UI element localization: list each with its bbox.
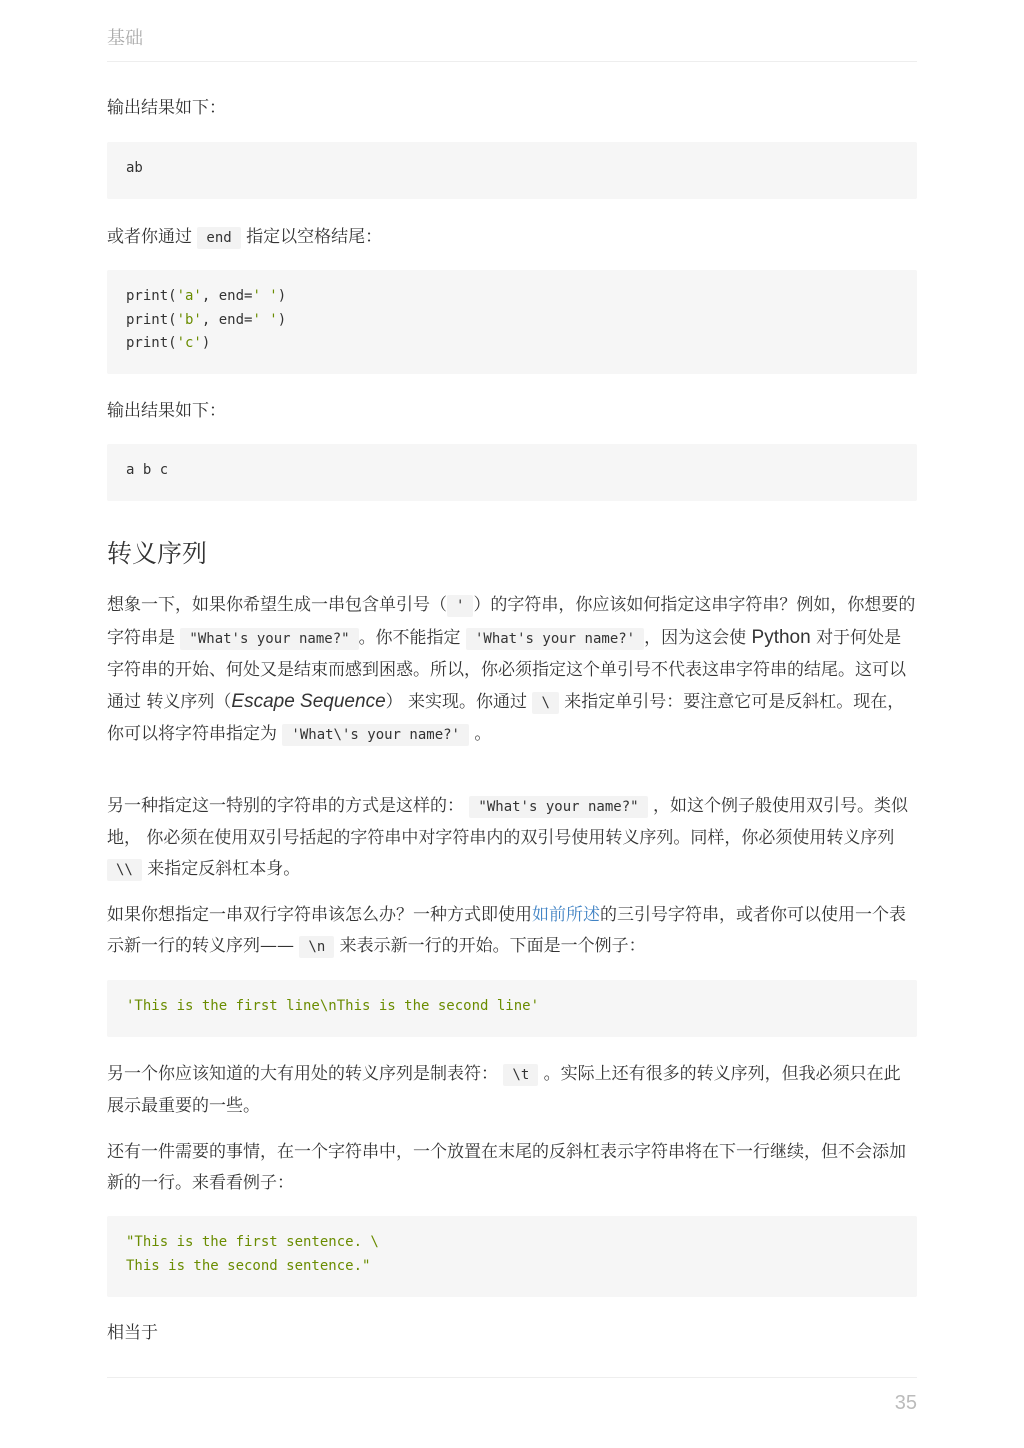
page-footer <box>107 1377 917 1448</box>
code-line: print('a', end=' ') <box>126 288 287 304</box>
inline-code: \ <box>532 692 558 714</box>
end-paragraph <box>107 222 917 254</box>
inline-code: ' <box>447 595 473 617</box>
equivalent-paragraph: 相当于 <box>107 1323 158 1343</box>
code-line: This is the second sentence." <box>126 1257 371 1274</box>
page-number: 35 <box>894 1392 917 1414</box>
page-header <box>107 0 917 62</box>
code-line: print('c') <box>126 335 211 351</box>
inline-code: \t <box>503 1064 538 1086</box>
escape-paragraph-2: 另一种指定这一特别的字符串的方式是这样的： "What's your name?" ，如这个例子般使用双引号。类似地， 你必须在使用双引号括起的字符串中对字符串内的双引号使用转义序列。同样，你必须使用转义序列 \\ 来指定反斜杠本身。 <box>107 796 908 879</box>
escape-paragraph-4: 另一个你应该知道的大有用处的转义序列是制表符： \t 。实际上还有很多的转义序列，但我必须只在此展示最重要的一些。 <box>107 1064 901 1116</box>
output-block-1 <box>107 142 917 199</box>
section-heading: 转义序列 <box>107 539 208 568</box>
inline-code: "What's your name?" <box>469 796 647 818</box>
output-intro-1: 输出结果如下： <box>107 98 226 118</box>
reference-link[interactable]: 如前所述 <box>532 905 600 925</box>
inline-code: \\ <box>107 859 142 881</box>
output-block-2 <box>107 444 917 501</box>
code-block-print <box>107 270 917 374</box>
escape-paragraph-5: 还有一件需要的事情，在一个字符串中，一个放置在末尾的反斜杠表示字符串将在下一行继续，但不会添加新的一行。来看看例子： <box>107 1142 906 1193</box>
inline-code: 'What's your name?' <box>466 628 644 650</box>
output-intro-2: 输出结果如下： <box>107 401 226 421</box>
code-line: "This is the first sentence. \ <box>126 1234 379 1250</box>
output-line: ab <box>126 160 143 176</box>
escape-paragraph-3: 如果你想指定一串双行字符串该怎么办？一种方式即使用如前所述的三引号字符串，或者你可以使用一个表示新一行的转义序列—— \n 来表示新一行的开始。下面是一个例子： <box>107 905 906 956</box>
code-block-newline <box>107 980 917 1037</box>
code-block-continuation <box>107 1216 917 1297</box>
text: 指定以空格结尾： <box>246 227 383 247</box>
escape-paragraph-1: 想象一下，如果你希望生成一串包含单引号（ ' ）的字符串，你应该如何指定这串字符串？例如，你想要的字符串是 "What's your name?" 。你不能指定 'What's your name?' ，因为这会使 Python 对于何处是字符串的开始、何处又是结束而感到困惑。所以，你必须指定这个单引号不代表这串字符串的结尾。这可以通过 转义序列（Escape Sequence） 来实现。你通过 \ 来指定单引号：要注意它可是反斜杠。现在，你可以将字符串指定为 'What\'s your name?' 。 <box>107 595 916 744</box>
inline-code: 'What\'s your name?' <box>282 724 469 746</box>
inline-code: end <box>197 227 240 249</box>
header-title: 基础 <box>107 28 143 49</box>
code-line: print('b', end=' ') <box>126 311 287 328</box>
output-line: a b c <box>126 462 169 478</box>
inline-code: \n <box>299 936 334 958</box>
text: 或者你通过 <box>107 227 192 247</box>
inline-code: "What's your name?" <box>180 628 358 650</box>
code-line: 'This is the first line\nThis is the second line' <box>126 998 540 1014</box>
